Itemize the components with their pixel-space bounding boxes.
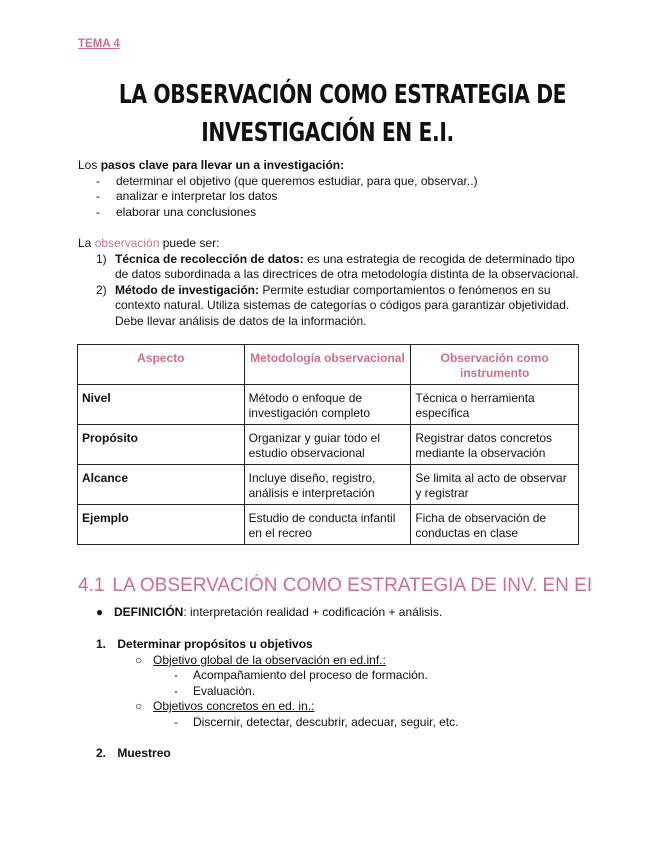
table-header-row — [78, 345, 579, 385]
section-number: 4.1 — [78, 575, 105, 596]
tema-label: TEMA 4 — [78, 38, 120, 50]
title-line-2: INVESTIGACIÓN EN E.I. — [201, 118, 454, 148]
pasos-intro — [78, 158, 588, 174]
item-bold: Método de investigación: — [115, 282, 260, 297]
table-cell: Alcance — [78, 465, 245, 505]
bullet-icon: ● — [96, 605, 104, 619]
sub-objective-global — [135, 653, 386, 667]
table-row — [78, 425, 579, 465]
page-title — [118, 76, 567, 152]
table-cell: Propósito — [78, 425, 245, 465]
step-1 — [96, 637, 313, 651]
list-item: - analizar e interpretar los datos — [78, 189, 588, 205]
table-row — [78, 465, 579, 505]
obs-pre: La — [78, 236, 95, 250]
list-item — [78, 283, 588, 330]
obs-word: observación — [94, 236, 160, 250]
pasos-block — [78, 158, 588, 220]
observacion-block — [78, 236, 588, 330]
table-cell: Incluye diseño, registro, análisis e interpretación — [244, 465, 411, 505]
list-item: - Acompañamiento del proceso de formación. — [174, 668, 428, 682]
step-2 — [96, 746, 171, 760]
table-cell: Método o enfoque de investigación completo — [244, 385, 411, 425]
sub-item-text: Evaluación. — [193, 684, 256, 698]
step-title: Determinar propósitos u objetivos — [117, 637, 313, 651]
list-item: - Evaluación. — [174, 684, 256, 698]
table-cell: Se limita al acto de observar y registrar — [411, 465, 579, 505]
sub-objective-concrete — [135, 699, 314, 713]
title-line-1: LA OBSERVACIÓN COMO ESTRATEGIA DE — [118, 80, 567, 110]
list-item: - determinar el objetivo (que queremos estudiar, para que, observar..) — [78, 174, 588, 190]
pasos-bold: pasos clave para llevar un a investigación: — [100, 158, 345, 172]
table-cell: Ficha de observación de conductas en clase — [411, 505, 579, 545]
table-cell: Técnica o herramienta específica — [411, 385, 579, 425]
table-cell: Ejemplo — [78, 505, 245, 545]
step-number: 2. — [96, 746, 107, 760]
table-cell: Registrar datos concretos mediante la observación — [411, 425, 579, 465]
obs-post: puede ser: — [159, 236, 220, 250]
observacion-list — [78, 252, 588, 330]
pasos-list — [78, 174, 588, 221]
table-header: Aspecto — [78, 345, 245, 385]
step-number: 1. — [96, 637, 107, 651]
observacion-intro — [78, 236, 588, 252]
circle-bullet-icon: ○ — [135, 699, 143, 713]
step-title: Muestreo — [117, 746, 171, 760]
list-item: - elaborar una conclusiones — [78, 205, 588, 221]
sub-label: Objetivos concretos en ed. in.: — [153, 699, 315, 713]
list-item — [78, 252, 588, 283]
item-text: Permite estudiar comportamientos o fenómenos en su contexto natural. Utiliza sistemas de categorías o códigos para garantizar objetividad. Debe llevar análisis de datos de la información. — [115, 282, 570, 328]
section-title: LA OBSERVACIÓN COMO ESTRATEGIA DE INV. EN EI — [112, 575, 593, 596]
item-text: es una estrategia de recogida de determinado tipo de datos subordinada a las directrices de otra metodología distinta de la observacional. — [115, 251, 579, 282]
item-number: 1) — [96, 251, 107, 266]
sub-item-text: Acompañamiento del proceso de formación. — [193, 668, 428, 682]
table-row — [78, 505, 579, 545]
sub-item-text: Discernir, detectar, descubrir, adecuar, seguir, etc. — [193, 715, 459, 729]
item-bold: Técnica de recolección de datos: — [115, 251, 304, 266]
table-header: Metodología observacional — [244, 345, 411, 385]
definition-text: : interpretación realidad + codificación + análisis. — [183, 605, 443, 619]
section-heading — [78, 575, 592, 597]
item-number: 2) — [96, 282, 107, 297]
pasos-pre: Los — [78, 158, 101, 172]
list-item: - Discernir, detectar, descubrir, adecuar, seguir, etc. — [174, 715, 459, 729]
circle-bullet-icon: ○ — [135, 653, 143, 667]
table-header: Observación como instrumento — [411, 345, 579, 385]
table-row — [78, 385, 579, 425]
comparison-table — [77, 344, 579, 545]
table-cell: Organizar y guiar todo el estudio observacional — [244, 425, 411, 465]
definition-item — [96, 605, 442, 619]
sub-label: Objetivo global de la observación en ed.inf.: — [153, 653, 386, 667]
definition-label: DEFINICIÓN — [114, 605, 184, 619]
table-cell: Nivel — [78, 385, 245, 425]
table-cell: Estudio de conducta infantil en el recreo — [244, 505, 411, 545]
